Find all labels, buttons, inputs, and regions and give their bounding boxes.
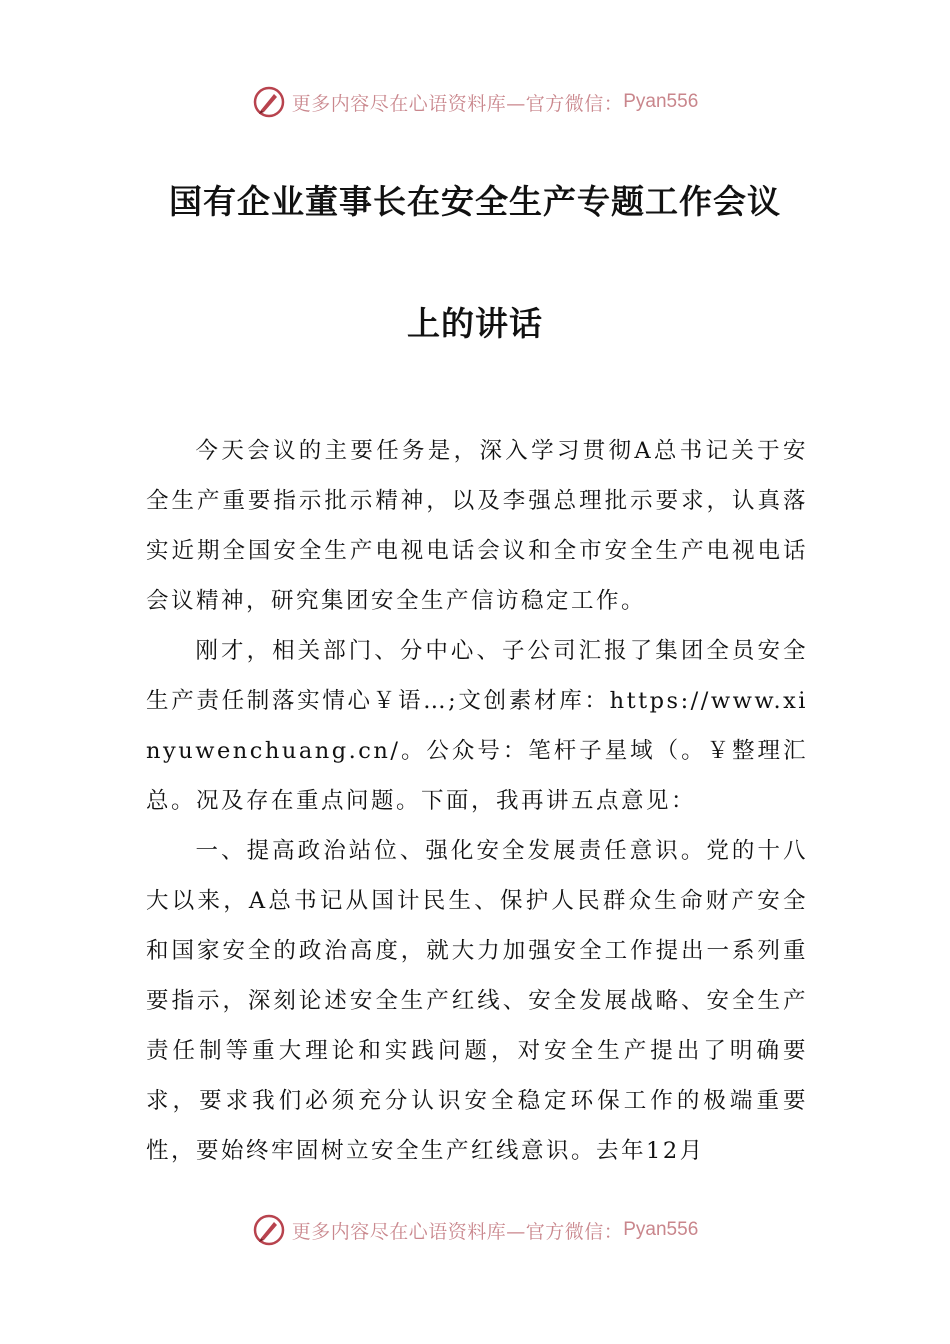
paragraph: 刚才，相关部门、分中心、子公司汇报了集团全员安全生产责任制落实情心￥语…;文创素材库：https://www.xinyuwenchuang.cn/。公众号：笔杆子星域（。￥整理汇总。况及存在重点问题。下面，我再讲五点意见：: [146, 638, 808, 814]
paragraph: 今天会议的主要任务是，深入学习贯彻A总书记关于安全生产重要指示批示精神，以及李强总理批示要求，认真落实近期全国安全生产电视电话会议和全市安全生产电视电话会议精神，研究集团安全生产信访稳定工作。: [146, 438, 808, 614]
footer-watermark: [0, 1210, 950, 1250]
watermark-wechat-id: Pyan556: [623, 1219, 699, 1240]
pen-logo-icon: [252, 1213, 286, 1247]
paragraph: 一、提高政治站位、强化安全发展责任意识。党的十八大以来，A总书记从国计民生、保护人民群众生命财产安全和国家安全的政治高度，就大力加强安全工作提出一系列重要指示，深刻论述安全生产红线、安全发展战略、安全生产责任制等重大理论和实践问题，对安全生产提出了明确要求，要求我们必须充分认识安全稳定环保工作的极端重要性，要始终牢固树立安全生产红线意识。去年12月: [146, 838, 808, 1164]
header-watermark: [0, 82, 950, 122]
document-title-line2: 上的讲话: [407, 304, 543, 343]
watermark-text: 更多内容尽在心语资料库—官方微信：: [291, 1220, 624, 1243]
document-title-line1: 国有企业董事长在安全生产专题工作会议: [169, 182, 781, 221]
watermark-text: 更多内容尽在心语资料库—官方微信：: [291, 92, 624, 115]
document-body: [146, 426, 808, 1176]
watermark-wechat-id: Pyan556: [623, 91, 699, 112]
pen-logo-icon: [252, 85, 286, 119]
